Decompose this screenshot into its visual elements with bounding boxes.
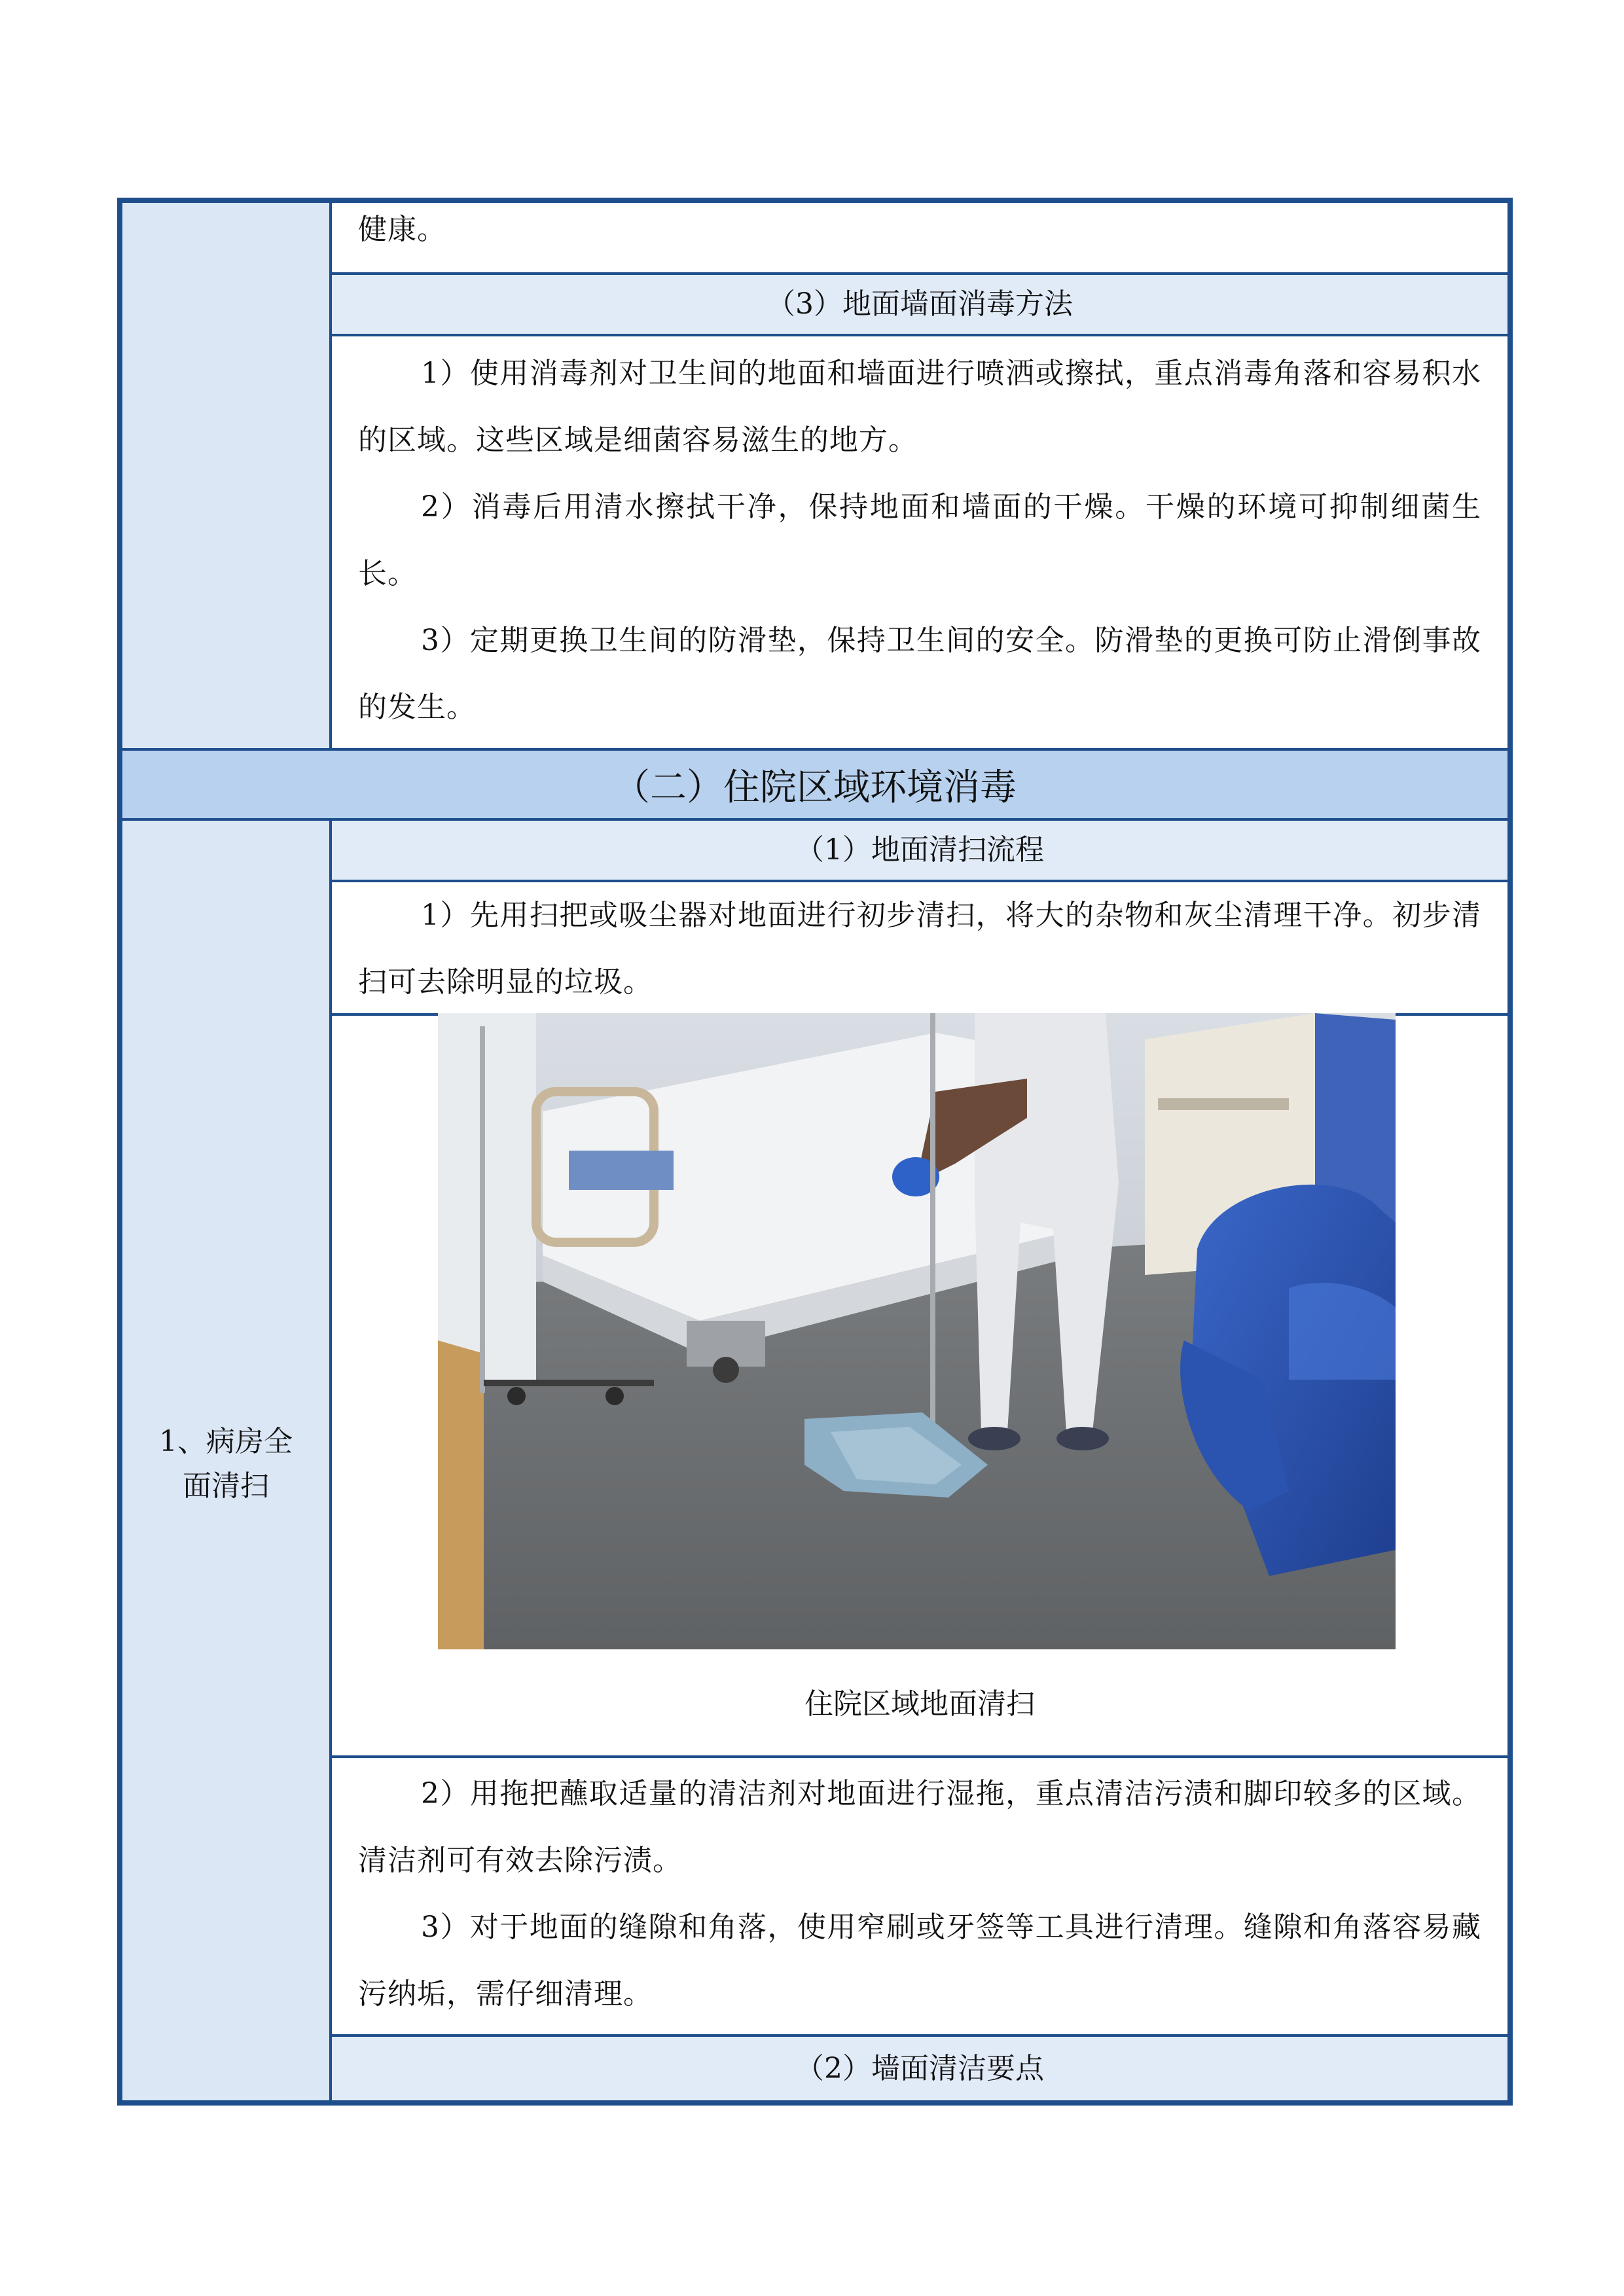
- subheading-floor-cleaning-text: （1）地面清扫流程: [795, 833, 1044, 867]
- image-caption-text: 住院区域地面清扫: [804, 1687, 1035, 1721]
- rule-after-image: [329, 1755, 1507, 1758]
- rule-after-subheading-1: [329, 880, 1507, 882]
- subheading-wall-floor-disinfection-text: （3）地面墙面消毒方法: [767, 287, 1073, 321]
- floor-paragraphs-2-3: [332, 1758, 1507, 2034]
- paragraph-floor-1: 1）先用扫把或吸尘器对地面进行初步清扫，将大的杂物和灰尘清理干净。初步清扫可去除明显的垃圾。: [358, 899, 1481, 999]
- subheading-wall-cleaning-text: （2）墙面清洁要点: [795, 2051, 1044, 2085]
- continued-text-cell: [332, 203, 1507, 272]
- hospital-room-mopping-photo: [438, 1013, 1396, 1649]
- rule-after-subheading-3: [329, 334, 1507, 336]
- wall-floor-paragraphs: [332, 336, 1507, 748]
- image-caption: [332, 1680, 1507, 1722]
- column-divider-bottom: [329, 818, 332, 2100]
- continued-text: 健康。: [358, 213, 446, 246]
- rule-before-section: [122, 748, 1507, 751]
- floor-paragraph-1-cell: [332, 882, 1507, 1013]
- paragraph-wall-floor-1: 1）使用消毒剂对卫生间的地面和墙面进行喷洒或擦拭，重点消毒角落和容易积水的区域。这些区域是细菌容易滋生的地方。: [358, 357, 1481, 457]
- section-heading-inpatient: [122, 751, 1507, 818]
- subheading-wall-floor-disinfection: [332, 275, 1507, 334]
- left-column-top: [122, 203, 329, 748]
- row-label-ward-cleaning-text: 1、病房全面清扫: [159, 1425, 293, 1503]
- subheading-floor-cleaning: [332, 821, 1507, 880]
- photo-illustration: [438, 1013, 1396, 1649]
- paragraph-wall-floor-3: 3）定期更换卫生间的防滑垫，保持卫生间的安全。防滑垫的更换可防止滑倒事故的发生。: [358, 624, 1481, 724]
- rule-after-continued: [329, 272, 1507, 275]
- row-label-ward-cleaning: [122, 1420, 329, 1509]
- column-divider-top: [329, 203, 332, 751]
- paragraph-floor-2: 2）用拖把蘸取适量的清洁剂对地面进行湿拖，重点清洁污渍和脚印较多的区域。清洁剂可有效去除污渍。: [358, 1777, 1481, 1877]
- rule-after-paragraphs: [329, 2034, 1507, 2037]
- left-column-bottom: [122, 821, 329, 2100]
- section-heading-inpatient-text: （二）住院区域环境消毒: [613, 766, 1017, 809]
- paragraph-floor-3: 3）对于地面的缝隙和角落，使用窄刷或牙签等工具进行清理。缝隙和角落容易藏污纳垢，需仔细清理。: [358, 1910, 1481, 2011]
- subheading-wall-cleaning: [332, 2037, 1507, 2100]
- rule-after-section: [122, 818, 1507, 821]
- paragraph-wall-floor-2: 2）消毒后用清水擦拭干净，保持地面和墙面的干燥。干燥的环境可抑制细菌生长。: [358, 490, 1481, 590]
